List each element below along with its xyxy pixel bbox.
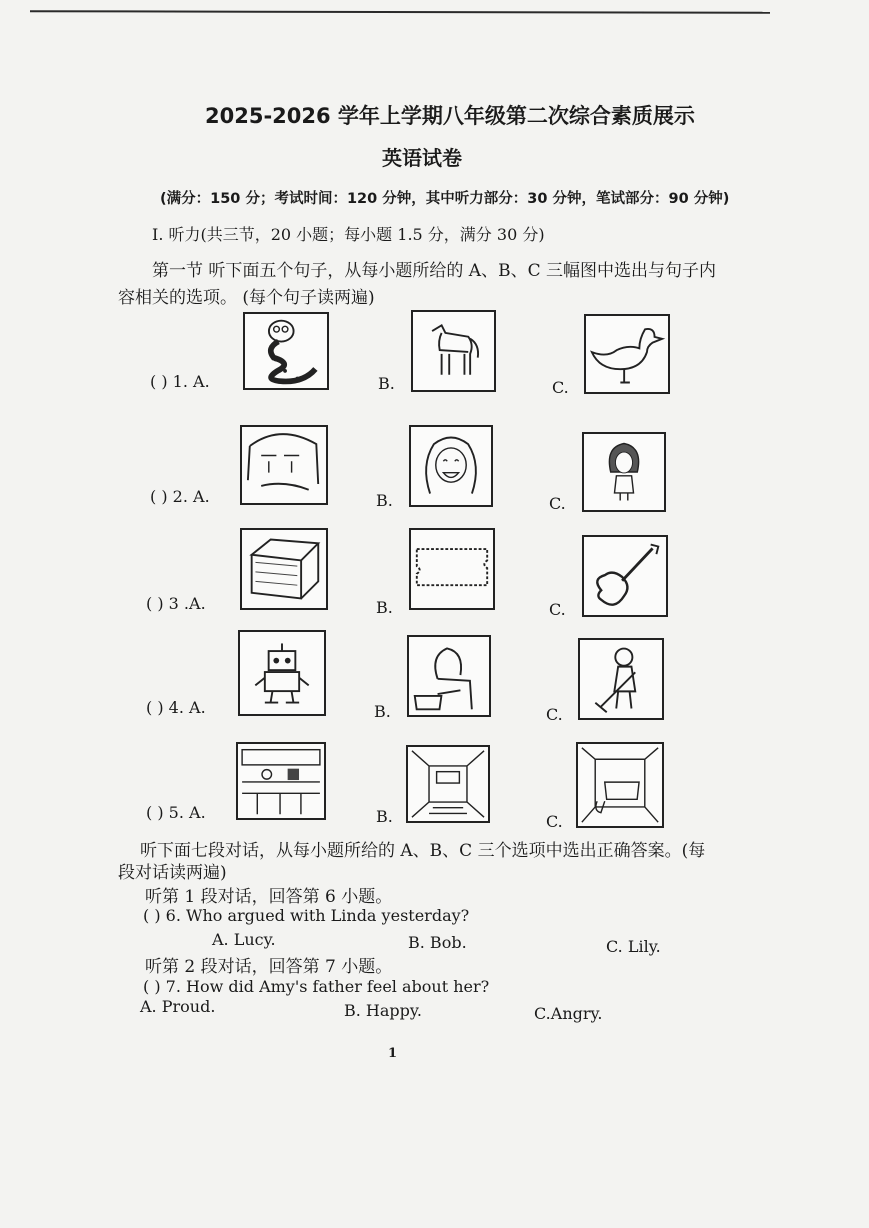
exam-info: (满分：150 分；考试时间：120 分钟，其中听力部分：30 分钟，笔试部分：90 分钟) [160,191,730,207]
question-3-option-c-label: C. [549,600,566,619]
option-2c-picture[interactable] [582,432,666,512]
section-heading: I. 听力(共三节，20 小题；每小题 1.5 分，满分 30 分) [152,225,545,244]
option-5a-picture[interactable] [236,742,326,820]
ticket-icon [411,530,493,608]
option-3a-picture[interactable] [240,528,328,610]
part2-instruction-line2: 段对话读两遍) [118,863,227,883]
option-4b-picture[interactable] [407,635,491,717]
duck-icon [586,316,668,392]
top-rule [30,10,770,14]
part1-instruction-line2: 容相关的选项。 (每个句子读两遍) [118,288,375,308]
sweeping-girl-icon [580,640,662,718]
dialogue-1-lead: 听第 1 段对话，回答第 6 小题。 [145,887,393,907]
option-3b-picture[interactable] [409,528,495,610]
question-7-option-b[interactable]: B. Happy. [344,1001,422,1020]
question-4-option-c-label: C. [546,705,563,724]
exam-title: 2025-2026 学年上学期八年级第二次综合素质展示 [205,104,695,128]
part1-instruction-line1: 第一节 听下面五个句子，从每小题所给的 A、B、C 三幅图中选出与句子内 [152,261,716,281]
option-1c-picture[interactable] [584,314,670,394]
part2-instruction-line1: 听下面七段对话，从每小题所给的 A、B、C 三个选项中选出正确答案。(每 [140,841,706,861]
option-2a-picture[interactable] [240,425,328,505]
question-6-option-b[interactable]: B. Bob. [408,933,467,952]
guitar-icon [584,537,666,615]
crying-girl-icon [242,427,326,503]
kitchen-icon [238,744,324,818]
question-1-option-c-label: C. [552,378,569,397]
laughing-girl-icon [411,427,491,505]
option-5b-picture[interactable] [406,745,490,823]
option-2b-picture[interactable] [409,425,493,507]
question-2-option-c-label: C. [549,494,566,513]
question-2-option-b-label: B. [376,491,393,510]
dialogue-2-lead: 听第 2 段对话，回答第 7 小题。 [145,957,393,977]
question-7-option-c[interactable]: C.Angry. [534,1004,603,1023]
snake-icon [245,314,327,388]
question-7: ( ) 7. How did Amy's father feel about her? [143,977,490,996]
question-5-label: ( ) 5. A. [146,803,206,822]
horse-icon [413,312,494,390]
question-3-label: ( ) 3 .A. [146,594,206,613]
question-5-option-b-label: B. [376,807,393,826]
question-5-option-c-label: C. [546,812,563,831]
washing-girl-icon [409,637,489,715]
question-6-option-c[interactable]: C. Lily. [606,937,661,956]
option-4a-picture[interactable] [238,630,326,716]
question-2-label: ( ) 2. A. [150,487,210,506]
option-4c-picture[interactable] [578,638,664,720]
question-4-label: ( ) 4. A. [146,698,206,717]
question-7-option-a[interactable]: A. Proud. [140,997,216,1016]
option-1b-picture[interactable] [411,310,496,392]
option-1a-picture[interactable] [243,312,329,390]
classroom-icon [408,747,488,821]
robot-icon [240,632,324,714]
question-4-option-b-label: B. [374,702,391,721]
exam-subtitle: 英语试卷 [382,146,462,170]
page-number: 1 [388,1046,398,1061]
question-1-option-b-label: B. [378,374,395,393]
question-6-option-a[interactable]: A. Lucy. [212,930,276,949]
book-icon [242,530,326,608]
bathroom-icon [578,744,662,826]
question-1-label: ( ) 1. A. [150,372,210,391]
option-5c-picture[interactable] [576,742,664,828]
question-3-option-b-label: B. [376,598,393,617]
option-3c-picture[interactable] [582,535,668,617]
question-6: ( ) 6. Who argued with Linda yesterday? [143,906,470,925]
girl-icon [584,434,664,510]
